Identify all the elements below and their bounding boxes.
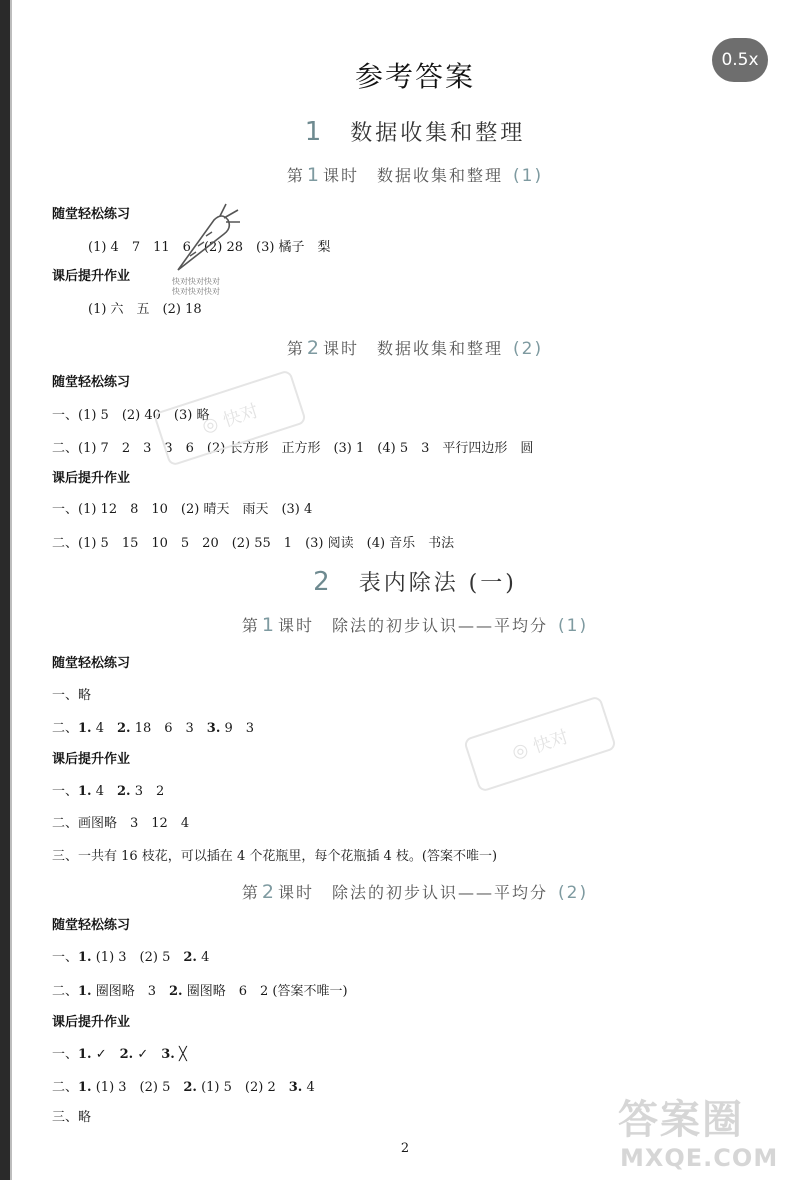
answer-line: 二、画图略 3 12 4 xyxy=(52,816,190,831)
site-watermark-logo: 答案圈 xyxy=(618,1097,744,1143)
unit-2-title xyxy=(0,566,800,597)
answer-line: 一、(1) 12 8 10 (2) 晴天 雨天 (3) 4 xyxy=(52,502,313,517)
answer-line: 一、1. ✓ 2. ✓ 3. ╳ xyxy=(52,1047,187,1062)
lesson-prefix: 第 xyxy=(241,616,260,635)
section-heading: 课后提升作业 xyxy=(52,269,131,284)
check-circle-icon: ◎ xyxy=(199,412,221,437)
section-heading: 随堂轻松练习 xyxy=(52,918,131,933)
lesson-number: 2 xyxy=(261,881,276,903)
unit-number: 1 xyxy=(304,117,325,147)
page-number: 2 xyxy=(400,1141,410,1156)
lesson-title xyxy=(0,880,800,903)
lesson-prefix: 第 xyxy=(286,166,305,185)
answer-line: 二、(1) 5 15 10 5 20 (2) 55 1 (3) 阅读 (4) 音乐 书法 xyxy=(52,536,455,551)
lesson-name: 数据收集和整理 xyxy=(377,339,504,358)
watermark-label: 快对 xyxy=(220,400,262,432)
section-heading: 随堂轻松练习 xyxy=(52,656,131,671)
answer-line: (1) 4 7 11 6 (2) 28 (3) 橘子 梨 xyxy=(88,240,331,255)
answer-line: 一、(1) 5 (2) 40 (3) 略 xyxy=(52,408,210,423)
answer-line: 二、1. (1) 3 (2) 5 2. (1) 5 (2) 2 3. 4 xyxy=(52,1080,315,1095)
lesson-part: (1) xyxy=(513,166,544,186)
unit-number: 2 xyxy=(313,567,333,597)
lesson-number: 1 xyxy=(306,164,321,186)
answer-line: 一、1. (1) 3 (2) 5 2. 4 xyxy=(52,950,210,965)
answer-line: (1) 六 五 (2) 18 xyxy=(88,302,202,317)
site-watermark-domain: MXQE.COM xyxy=(620,1144,779,1172)
zoom-level-badge[interactable]: 0.5x xyxy=(712,38,768,82)
lesson-name: 数据收集和整理 xyxy=(377,166,504,185)
lesson-part: (2) xyxy=(558,883,589,903)
stamp-caption-line: 快对快对快对 xyxy=(172,277,220,286)
lesson-part: (2) xyxy=(513,339,544,359)
unit-name: 数据收集和整理 xyxy=(350,121,526,146)
lesson-title xyxy=(0,163,800,186)
answer-line: 三、略 xyxy=(52,1110,92,1125)
lesson-suffix: 课时 xyxy=(322,339,359,358)
answer-line: 二、1. 圈图略 3 2. 圈图略 6 2 (答案不唯一) xyxy=(52,984,348,999)
lesson-suffix: 课时 xyxy=(322,166,359,185)
answer-line: 三、一共有 16 枝花，可以插在 4 个花瓶里，每个花瓶插 4 枝。(答案不唯一) xyxy=(52,849,498,864)
answer-line: 二、(1) 7 2 3 3 6 (2) 长方形 正方形 (3) 1 (4) 5 3 平行四边形 圆 xyxy=(52,441,534,456)
watermark-label: 快对 xyxy=(530,726,572,758)
lesson-suffix: 课时 xyxy=(277,883,314,902)
lesson-part: (1) xyxy=(558,616,589,636)
lesson-prefix: 第 xyxy=(286,339,305,358)
lesson-title xyxy=(0,613,800,636)
document-title: 参考答案 xyxy=(354,60,475,93)
unit-1-title xyxy=(0,116,800,147)
section-heading: 随堂轻松练习 xyxy=(52,207,131,222)
section-heading: 随堂轻松练习 xyxy=(52,375,131,390)
section-heading: 课后提升作业 xyxy=(52,471,131,486)
stamp-caption-line: 快对快对快对 xyxy=(172,287,220,296)
unit-name: 表内除法 (一) xyxy=(358,571,517,596)
lesson-number: 1 xyxy=(261,614,276,636)
answer-line: 二、1. 4 2. 18 6 3 3. 9 3 xyxy=(52,721,255,736)
lesson-suffix: 课时 xyxy=(277,616,314,635)
lesson-number: 2 xyxy=(306,337,321,359)
kuaidui-watermark xyxy=(463,695,617,793)
section-heading: 课后提升作业 xyxy=(52,752,131,767)
lesson-name: 除法的初步认识——平均分 xyxy=(332,616,549,635)
carrot-stamp-icon xyxy=(160,200,244,280)
stamp-caption xyxy=(172,277,220,297)
check-circle-icon: ◎ xyxy=(509,738,531,763)
section-heading: 课后提升作业 xyxy=(52,1015,131,1030)
answer-line: 一、1. 4 2. 3 2 xyxy=(52,784,165,799)
answer-line: 一、略 xyxy=(52,688,92,703)
lesson-prefix: 第 xyxy=(241,883,260,902)
lesson-name: 除法的初步认识——平均分 xyxy=(332,883,549,902)
lesson-title xyxy=(0,336,800,359)
site-watermark xyxy=(618,1088,800,1180)
